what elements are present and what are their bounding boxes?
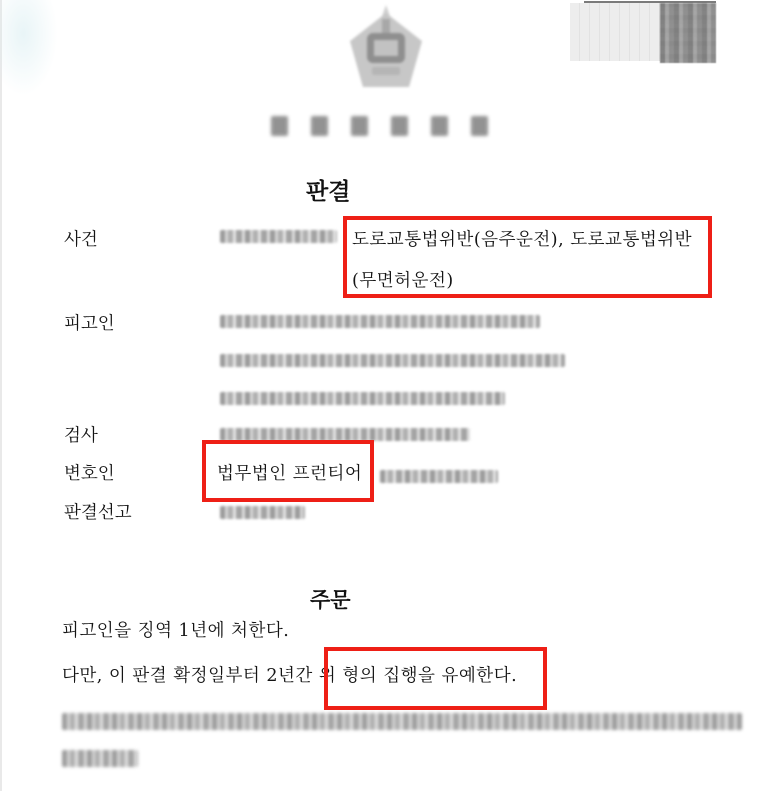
redacted-defendant-line-3 (220, 392, 505, 405)
redacted-reason-line-2 (62, 750, 138, 767)
case-charges-text: 도로교통법위반(음주운전), 도로교통법위반(무면허운전) (352, 230, 693, 291)
redacted-case-number (220, 230, 337, 243)
field-label-prosecutor: 검사 (64, 426, 98, 446)
annotation-box-suspension (324, 647, 547, 710)
redacted-counsel-detail (380, 470, 498, 483)
redacted-sentencing-date (220, 506, 305, 519)
redacted-defendant-line-2 (220, 354, 565, 367)
order-heading: 주문 (310, 587, 351, 612)
field-label-case: 사건 (64, 230, 98, 250)
scan-corner-artifact (0, 0, 58, 96)
order-line-2: 다만, 이 판결 확정일부터 2년간 위 형의 집행을 유예한다. (62, 666, 518, 686)
scan-stamp-artifact (570, 1, 716, 65)
field-label-sentencing-date: 판결선고 (64, 503, 132, 523)
page-scan-edge (0, 0, 2, 791)
redacted-reason-line-1 (62, 713, 742, 730)
judgment-title: 판결 (306, 178, 351, 205)
redacted-defendant-line-1 (220, 315, 540, 328)
field-label-defendant: 피고인 (64, 314, 115, 334)
counsel-firm-name: 법무법인 프런티어 (217, 464, 363, 484)
court-seal-icon (348, 5, 424, 89)
annotation-box-counsel (202, 440, 374, 502)
annotation-box-charges (343, 216, 712, 298)
order-line-1: 피고인을 징역 1년에 처한다. (62, 621, 290, 641)
field-label-counsel: 변호인 (64, 464, 115, 484)
